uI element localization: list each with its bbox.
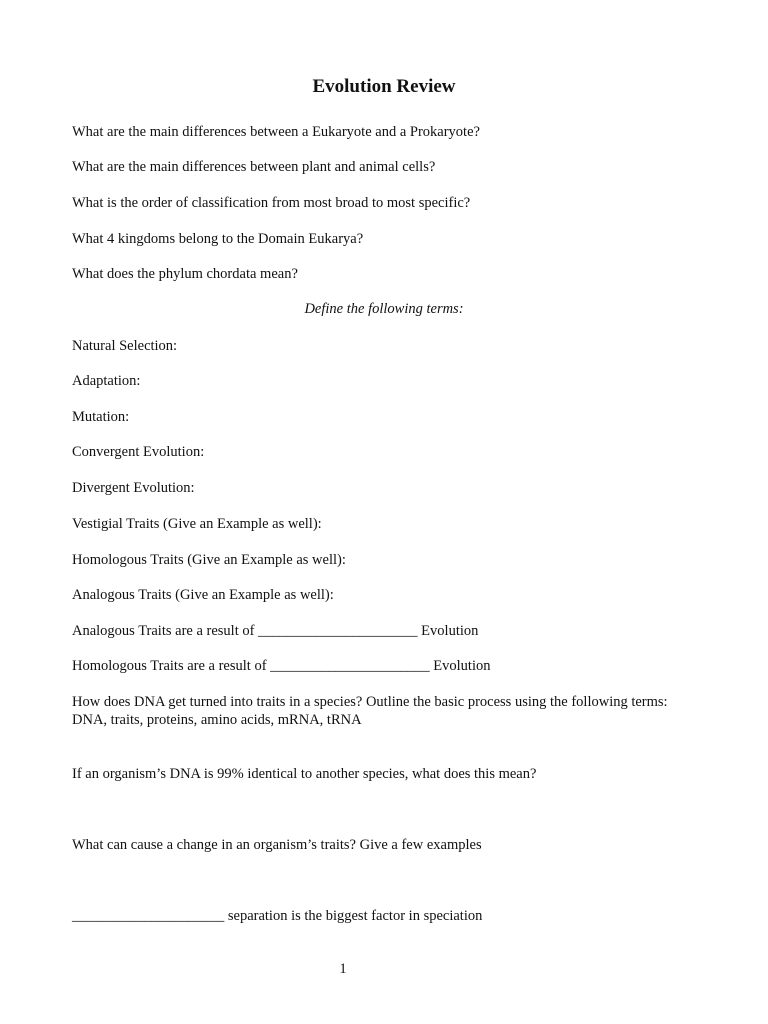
- fill-in-homologous: Homologous Traits are a result of ______________________ Evolution: [72, 658, 491, 674]
- fill-in-analogous: Analogous Traits are a result of ______________________ Evolution: [72, 623, 479, 639]
- term-adaptation: Adaptation:: [72, 373, 141, 389]
- question-dna-identical: If an organism’s DNA is 99% identical to another species, what does this mean?: [72, 766, 537, 782]
- term-natural-selection: Natural Selection:: [72, 338, 178, 354]
- term-mutation: Mutation:: [72, 409, 130, 425]
- question-dna-to-traits: How does DNA get turned into traits in a species? Outline the basic process using the following terms:: [72, 694, 668, 710]
- define-terms-heading: Define the following terms:: [304, 301, 464, 317]
- term-homologous-traits: Homologous Traits (Give an Example as well):: [72, 552, 346, 568]
- question-separation-speciation: _____________________ separation is the biggest factor in speciation: [72, 908, 483, 924]
- question-eukaryote-prokaryote: What are the main differences between a Eukaryote and a Prokaryote?: [72, 124, 480, 140]
- question-eukarya-kingdoms: What 4 kingdoms belong to the Domain Eukarya?: [72, 231, 364, 247]
- page-title: Evolution Review: [312, 76, 456, 97]
- term-convergent-evolution: Convergent Evolution:: [72, 444, 205, 460]
- question-classification-order: What is the order of classification from most broad to most specific?: [72, 195, 471, 211]
- term-analogous-traits: Analogous Traits (Give an Example as well):: [72, 587, 334, 603]
- question-plant-animal-cells: What are the main differences between plant and animal cells?: [72, 159, 436, 175]
- question-dna-to-traits-terms: DNA, traits, proteins, amino acids, mRNA, tRNA: [72, 712, 362, 728]
- term-divergent-evolution: Divergent Evolution:: [72, 480, 195, 496]
- question-phylum-chordata: What does the phylum chordata mean?: [72, 266, 298, 282]
- question-trait-change: What can cause a change in an organism’s traits? Give a few examples: [72, 837, 482, 853]
- page-number: 1: [339, 961, 347, 977]
- term-vestigial-traits: Vestigial Traits (Give an Example as well):: [72, 516, 322, 532]
